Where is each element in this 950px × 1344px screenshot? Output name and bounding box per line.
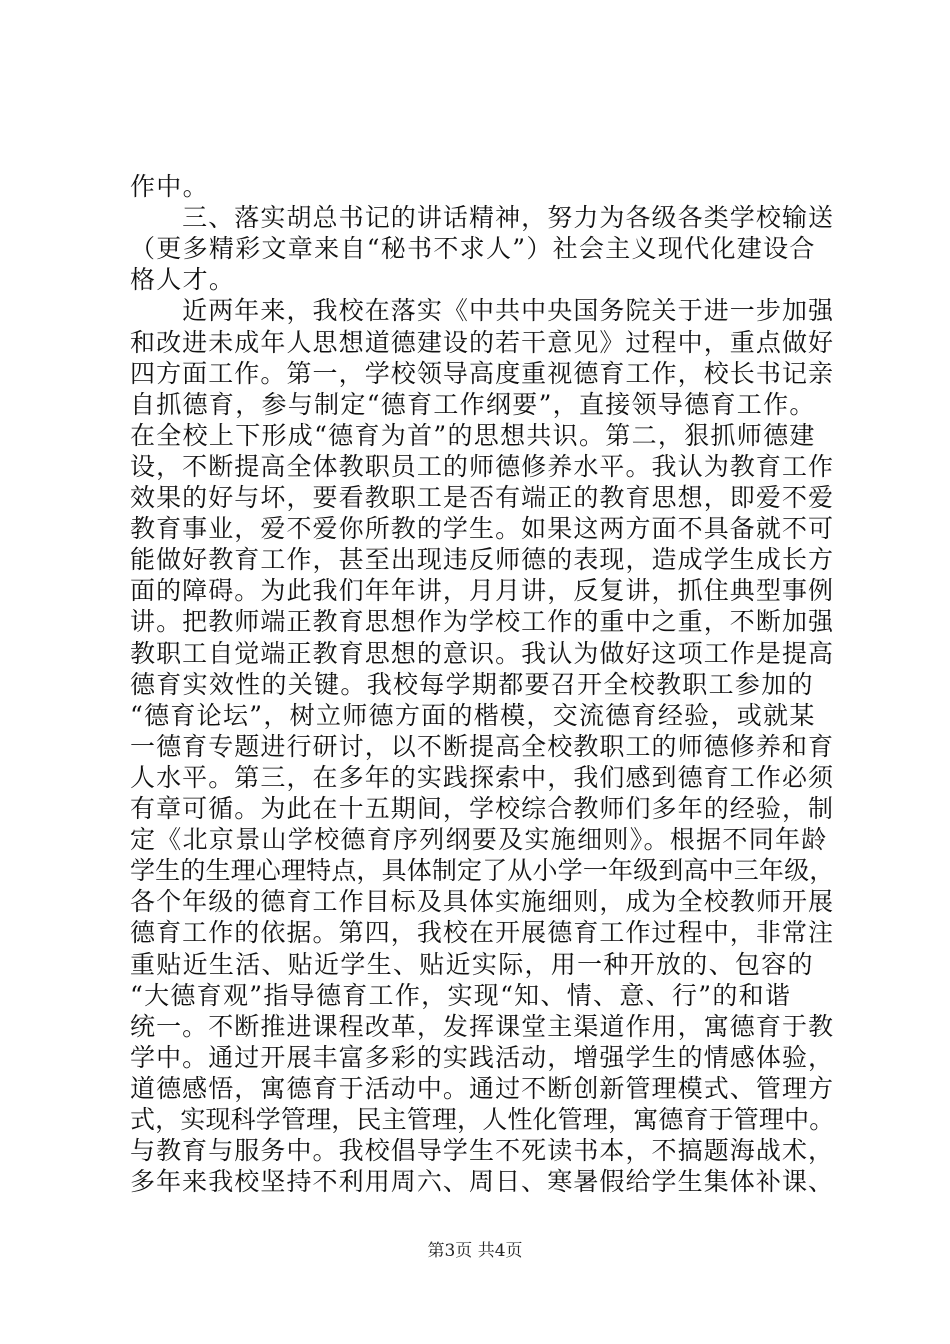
text-line: 设，不断提高全体教职员工的师德修养水平。我认为教育工作	[130, 451, 835, 481]
text-line: 一德育专题进行研讨，以不断提高全校教职工的师德修养和育	[130, 731, 835, 761]
text-line: 近两年来，我校在落实《中共中央国务院关于进一步加强	[130, 296, 835, 326]
page-footer: 第3页 共4页	[427, 1241, 523, 1261]
text-line: 式，实现科学管理，民主管理，人性化管理，寓德育于管理中。	[130, 1105, 835, 1134]
text-line: 人水平。第三，在多年的实践探索中，我们感到德育工作必须	[130, 762, 835, 792]
text-line: 和改进未成年人思想道德建设的若干意见》过程中，重点做好	[130, 327, 835, 357]
text-line: 统一。不断推进课程改革，发挥课堂主渠道作用，寓德育于教	[130, 1011, 835, 1041]
text-line: （更多精彩文章来自“秘书不求人”）社会主义现代化建设合	[130, 234, 816, 264]
text-line: 多年来我校坚持不利用周六、周日、寒暑假给学生集体补课、	[130, 1167, 835, 1197]
text-line: 讲。把教师端正教育思想作为学校工作的重中之重，不断加强	[130, 607, 835, 637]
text-line: 学中。通过开展丰富多彩的实践活动，增强学生的情感体验，	[130, 1042, 835, 1072]
text-line: 作中。	[130, 172, 209, 201]
text-line: 道德感悟，寓德育于活动中。通过不断创新管理模式、管理方	[130, 1073, 835, 1103]
text-line: 格人才。	[130, 265, 236, 295]
text-line: 与教育与服务中。我校倡导学生不死读书本，不搞题海战术，	[130, 1136, 835, 1166]
text-line: 在全校上下形成“德育为首”的思想共识。第二，狠抓师德建	[130, 420, 816, 450]
text-line: 有章可循。为此在十五期间，学校综合教师们多年的经验，制	[130, 794, 835, 823]
text-line: 各个年级的德育工作目标及具体实施细则，成为全校教师开展	[130, 887, 835, 917]
text-line: 自抓德育，参与制定“德育工作纲要”，直接领导德育工作。	[130, 389, 816, 419]
text-line: 教育事业，爱不爱你所教的学生。如果这两方面不具备就不可	[130, 514, 835, 544]
text-line: 教职工自觉端正教育思想的意识。我认为做好这项工作是提高	[130, 638, 835, 668]
text-line: 学生的生理心理特点，具体制定了从小学一年级到高中三年级，	[130, 856, 835, 886]
text-line: 德育工作的依据。第四，我校在开展德育工作过程中，非常注	[130, 918, 835, 948]
text-line: 重贴近生活、贴近学生、贴近实际，用一种开放的、包容的	[130, 949, 814, 979]
text-line: 三、落实胡总书记的讲话精神，努力为各级各类学校输送	[130, 203, 835, 233]
text-line: “大德育观”指导德育工作，实现“知、情、意、行”的和谐	[130, 980, 792, 1010]
text-line: 面的障碍。为此我们年年讲，月月讲，反复讲，抓住典型事例	[130, 576, 835, 606]
text-line: 能做好教育工作，甚至出现违反师德的表现，造成学生成长方	[130, 545, 835, 575]
text-line: 定《北京景山学校德育序列纲要及实施细则》。根据不同年龄	[130, 825, 828, 855]
text-line: 四方面工作。第一，学校领导高度重视德育工作，校长书记亲	[130, 358, 835, 388]
text-line: 德育实效性的关键。我校每学期都要召开全校教职工参加的	[130, 669, 814, 699]
text-line: 效果的好与坏，要看教职工是否有端正的教育思想，即爱不爱	[130, 483, 835, 512]
text-line: “德育论坛”，树立师德方面的楷模，交流德育经验，或就某	[130, 700, 816, 730]
